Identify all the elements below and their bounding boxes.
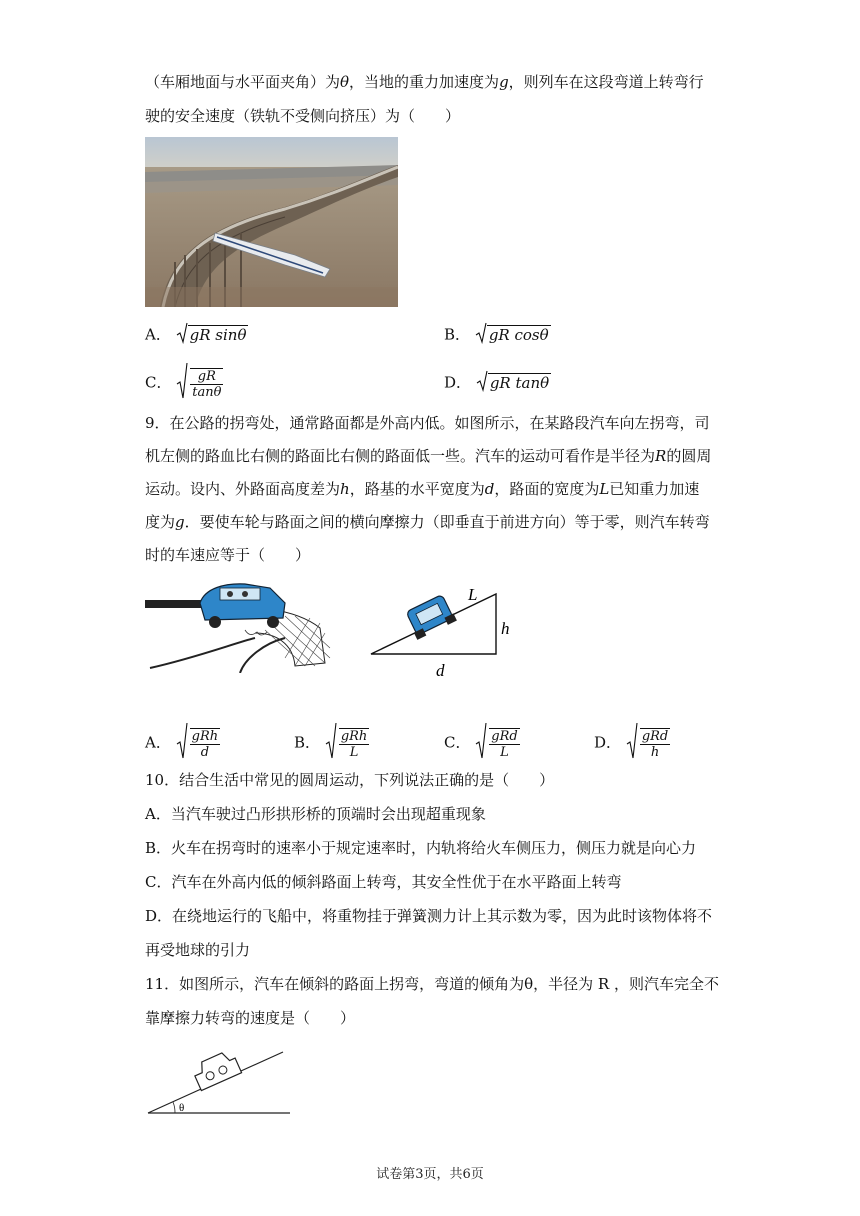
- q10-stem: 10．结合生活中常见的圆周运动，下列说法正确的是（ ）: [145, 771, 555, 789]
- q8-option-c[interactable]: C． $\frac{gR}{\tan\theta}$: [145, 362, 223, 405]
- q9-option-a[interactable]: A． $\frac{\text{gRh}}{d}$: [145, 722, 220, 765]
- sqrt-icon: [475, 322, 487, 349]
- sqrt-icon: [476, 370, 488, 397]
- q9-stem-line3: 运动。设内、外路面高度差为h，路基的水平宽度为d，路面的宽度为L已知重力加速: [145, 480, 700, 498]
- label-h: h: [501, 619, 510, 638]
- q9-stem-line1: 9．在公路的拐弯处，通常路面都是外高内低。如图所示，在某路段汽车向左拐弯，司: [145, 414, 710, 432]
- railway-photo: [145, 137, 398, 307]
- label-d: d: [436, 661, 445, 680]
- label-L: L: [468, 585, 478, 604]
- label-theta: θ: [179, 1102, 185, 1114]
- q9-incline-diagram: [368, 582, 533, 686]
- q8-stem-line2: 驶的安全速度（铁轨不受侧向挤压）为（ ）: [145, 107, 461, 125]
- q9-option-c[interactable]: C． $\frac{\text{gRd}}{L}$: [444, 722, 520, 765]
- q10-option-d-line2: 再受地球的引力: [145, 941, 251, 959]
- q9-stem-line5: 时的车速应等于（ ）: [145, 546, 311, 564]
- sqrt-icon: [325, 722, 337, 765]
- q11-stem-line1: 11．如图所示，汽车在倾斜的路面上拐弯，弯道的倾角为θ，半径为 R ，则汽车完全不: [145, 975, 719, 993]
- sqrt-icon: [626, 722, 638, 765]
- q10-option-c[interactable]: C．汽车在外高内低的倾斜路面上转弯，其安全性优于在水平路面上转弯: [145, 873, 622, 891]
- q10-option-b[interactable]: B．火车在拐弯时的速率小于规定速率时，内轨将给火车侧压力，侧压力就是向心力: [145, 839, 697, 857]
- q10-option-d-line1[interactable]: D．在绕地运行的飞船中，将重物挂于弹簧测力计上其示数为零，因为此时该物体将不: [145, 907, 713, 925]
- q8-option-a[interactable]: A． gR sinθ: [145, 322, 248, 349]
- q11-stem-line2: 靠摩擦力转弯的速度是（ ）: [145, 1009, 356, 1027]
- q8-option-b[interactable]: B． gR cosθ: [444, 322, 551, 349]
- q9-stem-line2: 机左侧的路血比右侧的路面比右侧的路面低一些。汽车的运动可看作是半径为R的圆周: [145, 447, 712, 465]
- q9-option-d[interactable]: D． $\frac{\text{gRd}}{h}$: [594, 722, 670, 765]
- sqrt-icon: [176, 322, 188, 349]
- sqrt-icon: [176, 722, 188, 765]
- q11-incline-car-figure: [145, 1040, 295, 1124]
- sqrt-icon: [475, 722, 487, 765]
- sqrt-icon: [176, 362, 188, 405]
- q9-option-b[interactable]: B． $\frac{\text{gRh}}{L}$: [294, 722, 369, 765]
- q10-option-a[interactable]: A．当汽车驶过凸形拱形桥的顶端时会出现超重现象: [145, 805, 486, 823]
- q9-stem-line4: 度为g．要使车轮与路面之间的横向摩擦力（即垂直于前进方向）等于零，则汽车转弯: [145, 513, 710, 531]
- page-footer: 试卷第3页，共6页: [376, 1167, 484, 1182]
- q8-stem-line1: （车厢地面与水平面夹角）为θ，当地的重力加速度为g，则列车在这段弯道上转弯行: [145, 73, 704, 91]
- q8-option-d[interactable]: D． gR tanθ: [444, 370, 551, 397]
- q9-car-road-figure: [145, 578, 335, 677]
